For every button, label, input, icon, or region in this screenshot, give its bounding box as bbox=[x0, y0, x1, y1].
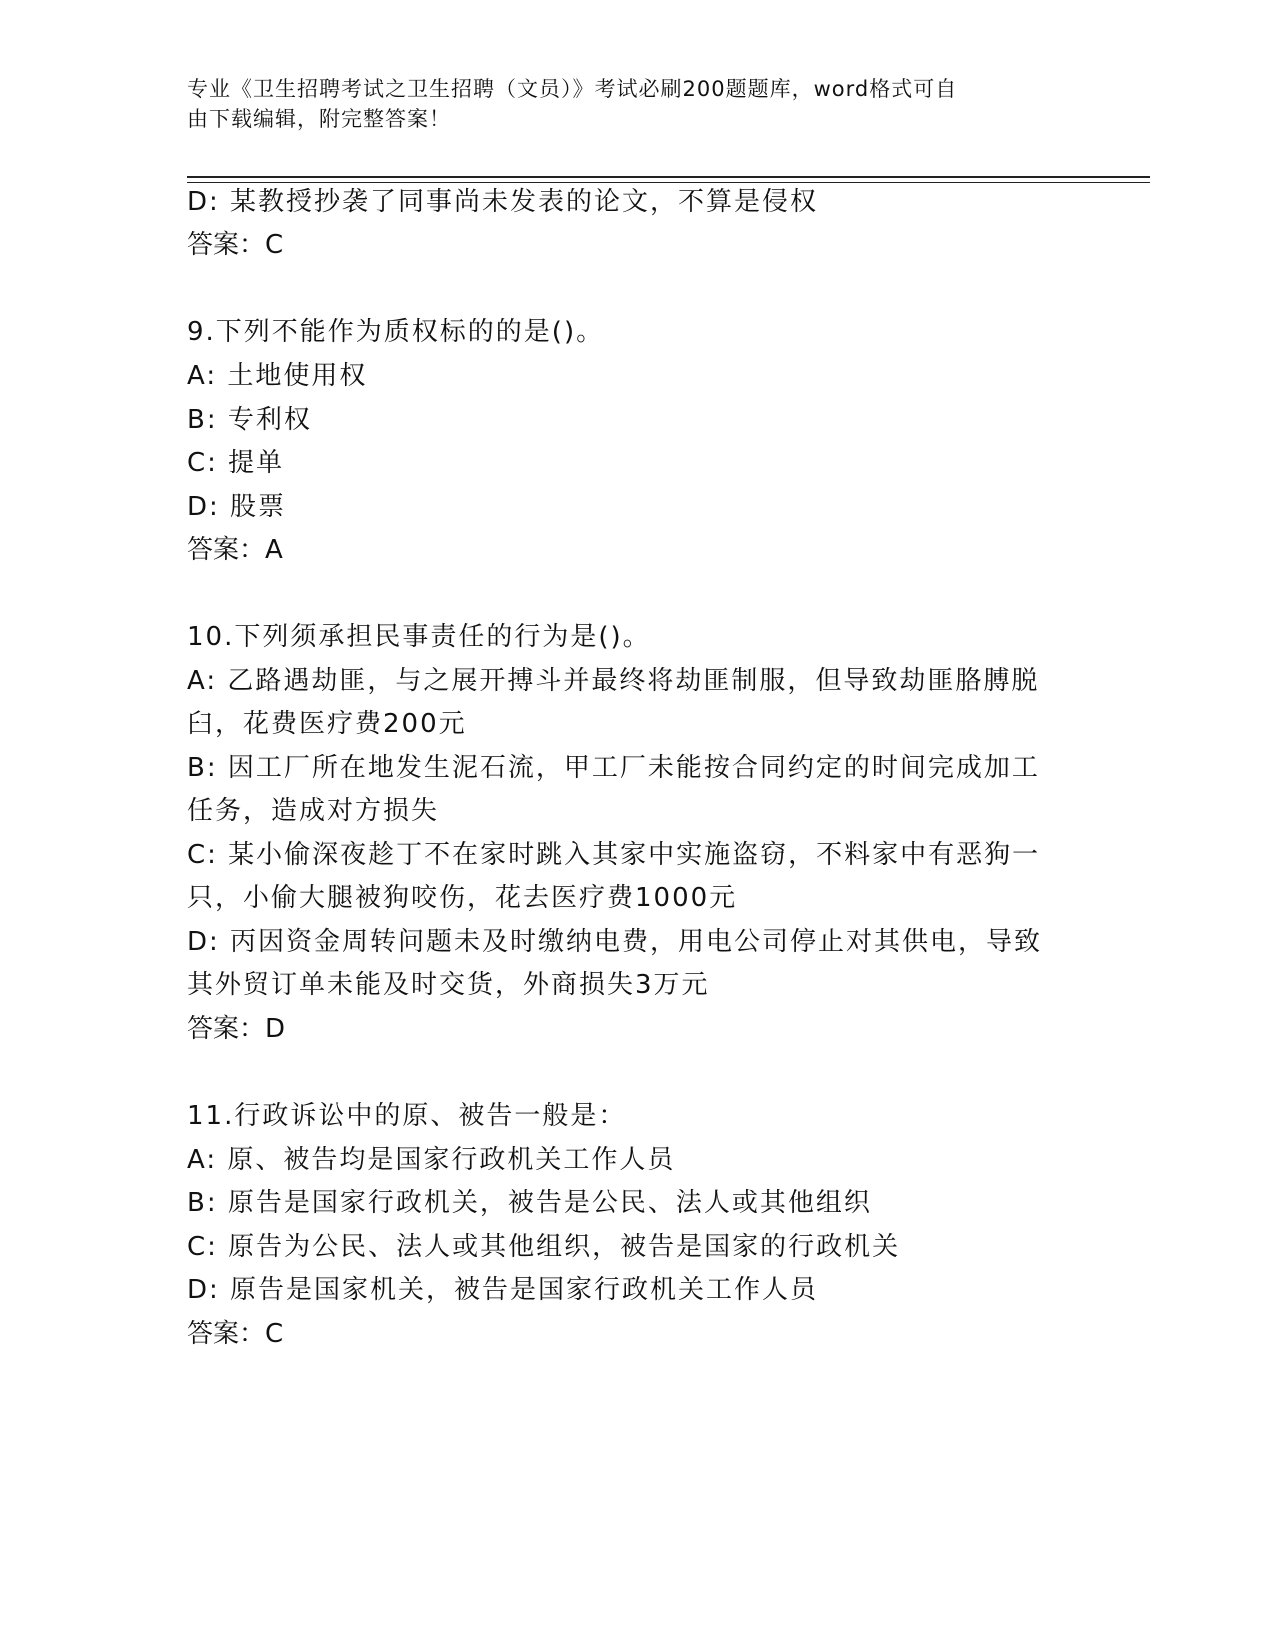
q11-answer: 答案：C bbox=[187, 1319, 284, 1349]
q11-option-d: D: 原告是国家机关，被告是国家行政机关工作人员 bbox=[187, 1275, 819, 1305]
header-line-2: 由下载编辑，附完整答案！ bbox=[187, 107, 451, 131]
q10-option-c-line-1: C: 某小偷深夜趁丁不在家时跳入其家中实施盗窃，不料家中有恶狗一 bbox=[187, 840, 1041, 870]
q10-option-c-line-2: 只，小偷大腿被狗咬伤，花去医疗费1000元 bbox=[187, 883, 738, 913]
q10-option-d-line-1: D: 丙因资金周转问题未及时缴纳电费，用电公司停止对其供电，导致 bbox=[187, 927, 1043, 957]
q11-question: 11.行政诉讼中的原、被告一般是： bbox=[187, 1101, 627, 1131]
q9-option-d: D: 股票 bbox=[187, 492, 287, 522]
q10-option-b-line-2: 任务，造成对方损失 bbox=[187, 796, 440, 826]
q9-option-a: A: 土地使用权 bbox=[187, 361, 368, 391]
prev-option-d: D: 某教授抄袭了同事尚未发表的论文，不算是侵权 bbox=[187, 187, 819, 217]
q11-option-c: C: 原告为公民、法人或其他组织，被告是国家的行政机关 bbox=[187, 1232, 901, 1262]
q9-question: 9.下列不能作为质权标的的是()。 bbox=[187, 317, 605, 347]
header-line-1: 专业《卫生招聘考试之卫生招聘（文员）》考试必刷200题题库，word格式可自 bbox=[187, 77, 958, 101]
q10-option-d-line-2: 其外贸订单未能及时交货，外商损失3万元 bbox=[187, 970, 710, 1000]
q9-answer: 答案：A bbox=[187, 535, 283, 565]
prev-answer: 答案：C bbox=[187, 230, 284, 260]
q11-option-b: B: 原告是国家行政机关，被告是公民、法人或其他组织 bbox=[187, 1188, 872, 1218]
q10-option-a-line-2: 臼，花费医疗费200元 bbox=[187, 709, 467, 739]
header-divider-thick bbox=[187, 176, 1150, 178]
q10-question: 10.下列须承担民事责任的行为是()。 bbox=[187, 622, 651, 652]
document-header bbox=[187, 74, 1067, 134]
q9-option-b: B: 专利权 bbox=[187, 405, 312, 435]
q10-option-a-line-1: A: 乙路遇劫匪，与之展开搏斗并最终将劫匪制服，但导致劫匪胳膊脱 bbox=[187, 666, 1040, 696]
q9-option-c: C: 提单 bbox=[187, 448, 285, 478]
q10-answer: 答案：D bbox=[187, 1014, 286, 1044]
q10-option-b-line-1: B: 因工厂所在地发生泥石流，甲工厂未能按合同约定的时间完成加工 bbox=[187, 753, 1040, 783]
q11-option-a: A: 原、被告均是国家行政机关工作人员 bbox=[187, 1145, 676, 1175]
header-divider-thin bbox=[187, 182, 1150, 183]
